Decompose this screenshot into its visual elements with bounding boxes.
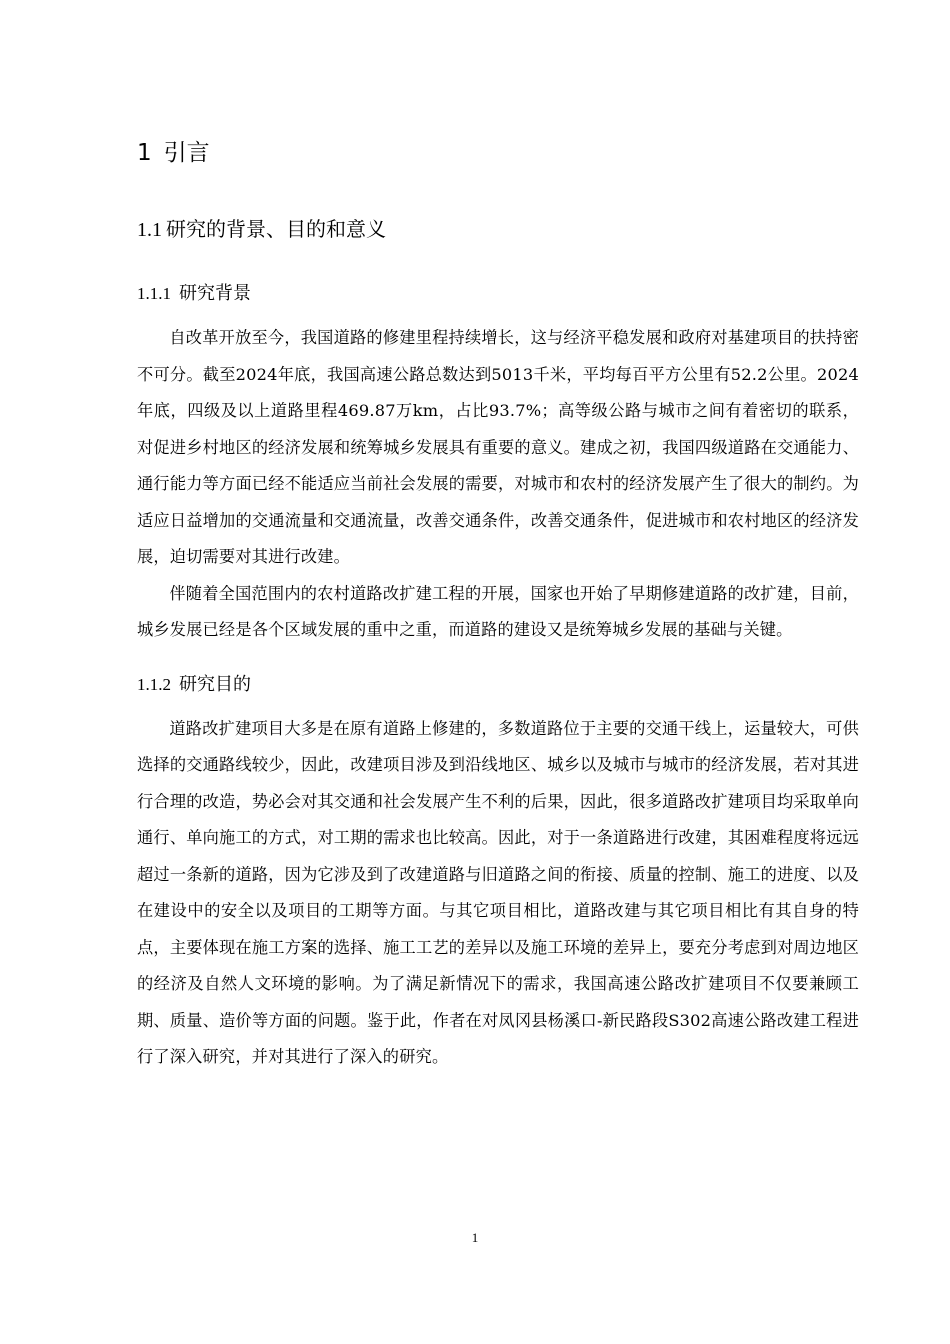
subsection-heading-background <box>137 276 859 312</box>
page-number: 1 <box>471 1230 479 1245</box>
subsection-number: 1.1.2 <box>137 674 171 694</box>
paragraph-background-2: 伴随着全国范围内的农村道路改扩建工程的开展，国家也开始了早期修建道路的改扩建，目前，城乡发展已经是各个区域发展的重中之重，而道路的建设又是统筹城乡发展的基础与关键。 <box>137 583 859 639</box>
subsection-title: 研究目的 <box>179 673 251 695</box>
section-title: 研究的背景、目的和意义 <box>166 217 386 241</box>
chapter-number: 1 <box>137 140 152 166</box>
section-number: 1.1 <box>137 219 162 241</box>
page-footer <box>0 1230 950 1246</box>
paragraph-background-1: 自改革开放至今，我国道路的修建里程持续增长，这与经济平稳发展和政府对基建项目的扶持密不可分。截至2024年底，我国高速公路总数达到5013千米，平均每百平方公里有52.2公里。2024年底，四级及以上道路里程469.87万km，占比93.7%；高等级公路与城市之间有着密切的联系，对促进乡村地区的经济发展和统筹城乡发展具有重要的意义。建成之初，我国四级道路在交通能力、通行能力等方面已经不能适应当前社会发展的需要，对城市和农村的经济发展产生了很大的制约。为适应日益增加的交通流量和交通流量，改善交通条件，改善交通条件，促进城市和农村地区的经济发展，迫切需要对其进行改建。 <box>137 328 859 566</box>
chapter-heading <box>137 132 859 174</box>
section-heading <box>137 209 859 249</box>
subsection-heading-purpose <box>137 667 859 703</box>
paragraph-purpose-1: 道路改扩建项目大多是在原有道路上修建的，多数道路位于主要的交通干线上，运量较大，可供选择的交通路线较少，因此，改建项目涉及到沿线地区、城乡以及城市与城市的经济发展，若对其进行合理的改造，势必会对其交通和社会发展产生不利的后果，因此，很多道路改扩建项目均采取单向通行、单向施工的方式，对工期的需求也比较高。因此，对于一条道路进行改建，其困难程度将远远超过一条新的道路，因为它涉及到了改建道路与旧道路之间的衔接、质量的控制、施工的进度、以及在建设中的安全以及项目的工期等方面。与其它项目相比，道路改建与其它项目相比有其自身的特点，主要体现在施工方案的选择、施工工艺的差异以及施工环境的差异上，要充分考虑到对周边地区的经济及自然人文环境的影响。为了满足新情况下的需求，我国高速公路改扩建项目不仅要兼顾工期、质量、造价等方面的问题。鉴于此，作者在对凤冈县杨溪口-新民路段S302高速公路改建工程进行了深入研究，并对其进行了深入的研究。 <box>137 718 859 1066</box>
subsection-title: 研究背景 <box>179 283 251 304</box>
subsection-number: 1.1.1 <box>137 284 171 303</box>
page-content <box>137 132 859 1076</box>
chapter-title: 引言 <box>163 140 210 166</box>
